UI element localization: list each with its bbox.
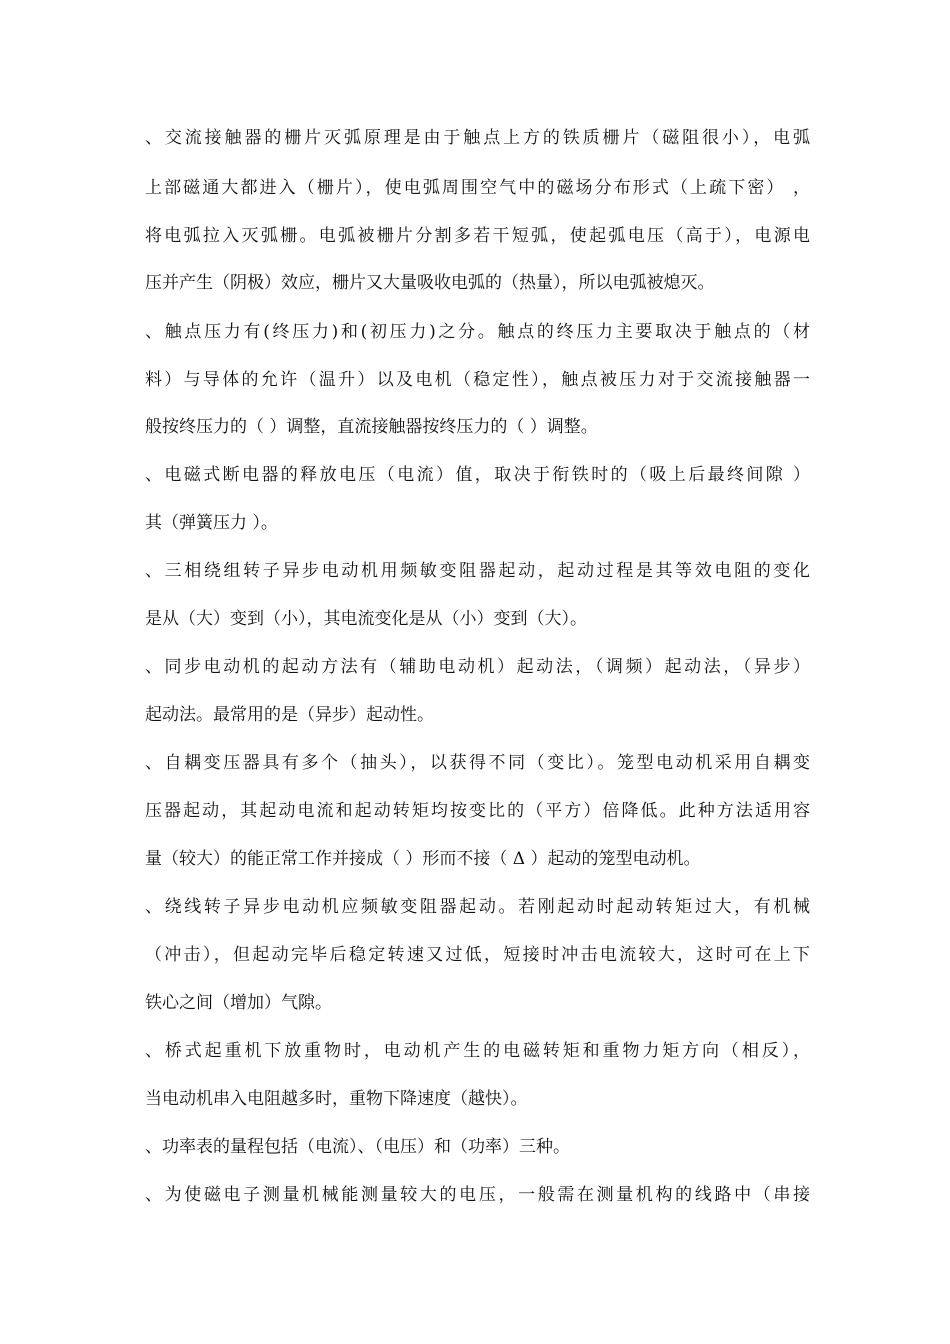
text-line: 量（较大）的能正常工作并接成（ ）形而不接（ Δ ）起动的笼型电动机。: [145, 849, 701, 869]
text-line: 、功率表的量程包括（电流）、（电压）和（功率）三种。: [145, 1137, 570, 1157]
text-line: 是从（大）变到（小），其电流变化是从（小）变到（大）。: [145, 609, 587, 629]
text-line: 铁心之间（增加）气隙。: [145, 993, 332, 1013]
text-line: 、同步电动机的起动方法有（辅助电动机）起动法，（调频）起动法，（异步）: [145, 657, 810, 677]
text-line: 上部磁通大都进入（栅片），使电弧周围空气中的磁场分布形式（上疏下密） ，: [145, 178, 810, 198]
text-line: 、三相绕组转子异步电动机用频敏变阻器起动，起动过程是其等效电阻的变化: [145, 561, 810, 581]
text-line: 、自耦变压器具有多个（抽头），以获得不同（变比）。笼型电动机采用自耦变: [145, 753, 810, 773]
text-line: 压并产生（阴极）效应，栅片又大量吸收电弧的（热量），所以电弧被熄灭。: [145, 273, 715, 293]
text-line: 将电弧拉入灭弧栅。电弧被栅片分割多若干短弧，使起弧电压（高于），电源电: [145, 226, 810, 246]
text-line: 、交流接触器的栅片灭弧原理是由于触点上方的铁质栅片（磁阻很小），电弧: [145, 128, 810, 148]
text-line: 起动法。最常用的是（异步）起动性。: [145, 705, 434, 725]
text-line: 般按终压力的（ ）调整，直流接触器按终压力的（ ）调整。: [145, 417, 598, 437]
text-line: 压器起动，其起动电流和起动转矩均按变比的（平方）倍降低。此种方法适用容: [145, 801, 810, 821]
text-line: 当电动机串入电阻越多时，重物下降速度（越快）。: [145, 1089, 528, 1109]
text-line: 、触点压力有(终压力)和(初压力)之分。触点的终压力主要取决于触点的（材: [145, 322, 810, 342]
text-line: （冲击），但起动完毕后稳定转速又过低，短接时冲击电流较大，这时可在上下: [145, 945, 810, 965]
text-line: 其（弹簧压力 ）。: [145, 513, 278, 533]
text-line: 、为使磁电子测量机械能测量较大的电压，一般需在测量机构的线路中（串接: [145, 1185, 810, 1205]
text-line: 、电磁式断电器的释放电压（电流）值，取决于衔铁时的（吸上后最终间隙 ）: [145, 465, 810, 485]
text-line: 、绕线转子异步电动机应频敏变阻器起动。若刚起动时起动转矩过大，有机械: [145, 897, 810, 917]
text-line: 、桥式起重机下放重物时，电动机产生的电磁转矩和重物力矩方向（相反），: [145, 1041, 810, 1061]
text-line: 料）与导体的允许（温升）以及电机（稳定性），触点被压力对于交流接触器一: [145, 370, 810, 390]
